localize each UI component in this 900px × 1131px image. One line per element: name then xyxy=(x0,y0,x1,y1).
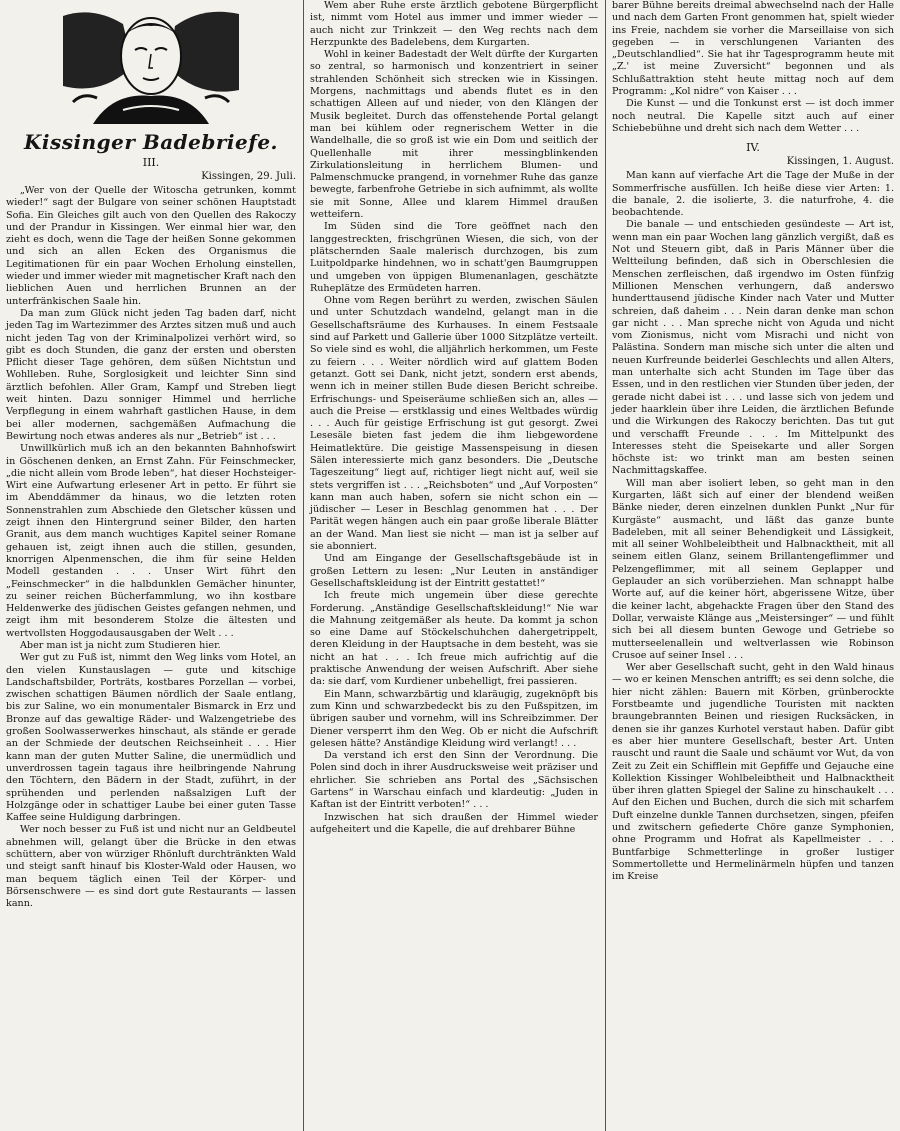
column-2 xyxy=(304,0,604,1131)
paragraph: Wer gut zu Fuß ist, nimmt den Weg links vom Hotel, an den vielen Kunstauslagen — gute und kitschige Landschaftsbilder, Porträts, kostbares Porzellan — vorbei, zwischen schattigen Bäumen nördlich der Saale entlang, bis zur Saline, wo ein monumentaler Bismarck in Erz und Bronze auf das gewaltige Räder- und Walzengetriebe des großen Soolwasserwerkes hinschaut, als stände er gerade an der Schmiede der deutschen Reichseinheit . . . Hier kann man der guten Mutter Saline, die unermüdlich und unverdrossen tagein tagaus ihre heilbringende Nahrung den Töchtern, den Bädern in der Stadt, zuführt, in der sprühenden und perlenden naßsalzigen Luft der Holzgänge oder in schattiger Laube bei einer guten Tasse Kaffee seine Huldigung darbringen. xyxy=(6,652,296,824)
paragraph: Ohne vom Regen berührt zu werden, zwischen Säulen und unter Schutzdach wandelnd, gelangt man in die Gesellschaftsräume des Kurhauses. In einem Festsaale sind auf Parkett und Gallerie über 1000 Sitzplätze verteilt. So viele sind es wohl, die alljährlich herkommen, um Feste zu feiern . . . Weiter nördlich wird auf glattem Boden getanzt. Gott sei Dank, nicht jetzt, sondern erst abends, wenn ich in meiner stillen Bude diesen Bericht schreibe. Erfrischungs- und Speiseräume schließen sich an, alles — auch die Preise — erstklassig und eines Weltbades würdig . . . Auch für geistige Erfrischung ist gut gesorgt. Zwei Lesesäle bieten fast jedem die ihm liebgewordene Heimatlektüre. Die geistige Massenspeisung in diesen Sälen interessierte mich ganz besonders. Die „Deutsche Tageszeitung“ liegt auf, richtiger liegt nicht auf, weil sie stets vergriffen ist . . . „Reichsboten“ und „Auf Vorposten“ kann man auch haben, sofern sie nicht schon ein — jüdischer — Leser in Beschlag genommen hat . . . Der Parität wegen hängen auch ein paar große liberale Blätter an der Wand. Man liest sie nicht — man ist ja selber auf sie abonniert. xyxy=(310,295,598,553)
paragraph: barer Bühne bereits dreimal abwechselnd nach der Halle und nach dem Garten Front genommen hat, spielt wieder ins Freie, nachdem sie vorher die Marseillaise von sich gegeben — in verschlungenen Varianten des „Deutschlandlied“. Sie hat ihr Tagesprogramm heute mit „Z.' ist meine Zuversicht“ begonnen und als Schlußattraktion steht heute mittag noch auf dem Programm: „Kol nidre“ von Kaiser . . . xyxy=(612,0,894,98)
paragraph: Die banale — und entschieden gesündeste — Art ist, wenn man ein paar Wochen lang gänzlich vergißt, daß es Not und Steuern gibt, daß in Paris Männer über die Weltteilung befinden, daß sich in Oberschlesien die Menschen zerfleischen, daß irgendwo im Osten fünfzig Millionen Menschen verhungern, daß anderswo hunderttausend jüdische Kinder nach Vater und Mutter schreien, daß daheim . . . Nein daran denke man schon gar nicht . . . Man spreche nicht von Aguda und nicht vom Zionismus, nicht vom Misrachi und nicht von Palästina. Sondern man mische sich unter die alten und neuen Kurfreunde beiderlei Geschlechts und allen Alters, man unterhalte sich acht Stunden im Tage über das Essen, und in den restlichen vier Stunden über jeden, der gerade nicht dabei ist . . . und lasse sich von jedem und jeder haarklein über ihre Leiden, die ärztlichen Befunde und die Wirkungen des Rakoczy berichten. Das tut gut und verschafft Freunde . . . Im Mittelpunkt des Interesses steht die Speisekarte und aller Sorgen höchste ist: wo trinkt man am besten seinen Nachmittagskaffee. xyxy=(612,219,894,477)
paragraph: Inzwischen hat sich draußen der Himmel wieder aufgeheitert und die Kapelle, die auf drehbarer Bühne xyxy=(310,811,598,835)
section-number: IV. xyxy=(746,141,760,155)
dateline: Kissingen, 29. Juli. xyxy=(201,171,296,182)
paragraph: Wohl in keiner Badestadt der Welt dürfte der Kurgarten so zentral, so harmonisch und konzentriert in seiner strahlenden Schönheit sich strecken wie in Kissingen. Morgens, nachmittags und abends flutet es in den schattigen Alleen auf und nieder, von den Klängen der Musik begleitet. Durch das offenstehende Portal gelangt man bei kühlem oder regnerischem Wetter in die Wandelhalle, die so groß ist wie ein Dom und seitlich der Quellenhalle mit ihrer messingblinkenden Zirkulationsleitung in herrlichem Blumen- und Palmenschmucke prangend, in vornehmer Ruhe das ganze bewegte, farbenfrohe Getriebe in sich aufnimmt, als wollte sie mit Sonne, Allee und klarem Himmel draußen wetteifern. xyxy=(310,49,598,221)
paragraph: Und am Eingange der Gesellschaftsgebäude ist in großen Lettern zu lesen: „Nur Leuten in anständiger Gesellschaftskleidung ist der Eintritt gestattet!“ xyxy=(310,553,598,589)
dateline: Kissingen, 1. August. xyxy=(786,156,894,168)
section-number: III. xyxy=(142,156,160,169)
article-title: Kissinger Badebriefe. xyxy=(23,130,279,154)
column-3 xyxy=(606,0,900,1131)
paragraph: Wer aber Gesellschaft sucht, geht in den Wald hinaus — wo er keinen Menschen antrifft; es sei denn solche, die hier nicht zählen: Bauern mit Körben, grünberockte Forstbeamte und jugendliche Touristen mit nackten braungebrannten Beinen und riesigen Rucksäcken, in denen sie ihr ganzes Kurhotel verstaut haben. Dafür gibt es aber hier muntere Gesellschaft, bester Art. Unten rauscht und raunt die Saale und schäumt vor Wut, da von Zeit zu Zeit ein Schifflein mit Gepfiffe und Gejauche eine Kollektion Kissinger Wohlbeleibtheit und Halbnacktheit über ihren glatten Spiegel der Saline zu hinschaukelt . . . Auf den Eichen und Buchen, durch die sich mit scharfem Duft einzelne dunkle Tannen durchsetzen, singen, pfeifen und zwitschern gefiederte Chöre ganze Symphonien, ohne Programm und Hofrat als Kapellmeister . . . Buntfarbige Schmetterlinge in großer lustiger Sommertollette und Hermelinärmeln hüpfen und tanzen im Kreise xyxy=(612,662,894,883)
paragraph: Die Kunst — und die Tonkunst erst — ist doch immer noch neutral. Die Kapelle sitzt auch auf einer Schiebebühne und dreht sich nach dem Wetter . . . xyxy=(612,98,894,134)
paragraph: Da man zum Glück nicht jeden Tag baden darf, nicht jeden Tag im Wartezimmer des Arztes sitzen muß und auch nicht jeden Tag von der Kriminalpolizei verhört wird, so gibt es doch Stunden, die ganz der ersten und obersten Pflicht dieser Tage gehören, dem süßen Nichtstun und Wohlleben. Ruhe, Sorglosigkeit und leichter Sinn sind ärztlich befohlen. Aller Gram, Kampf und Streben liegt weit hinten. Dazu sonniger Himmel und herrliche Verpflegung in einem wahrhaft gastlichen Hause, in dem bei aller modernen, sachgemäßen Aufmachung die Bewirtung noch etwas anderes als nur „Betrieb“ ist . . . xyxy=(6,307,296,442)
paragraph: Will man aber isoliert leben, so geht man in den Kurgarten, läßt sich auf einer der blendend weißen Bänke nieder, deren einzelnen dunklen Punkt „Nur für Kurgäste“ ausmacht, und läßt das ganze bunte Badeleben, mit all seiner Behendigkeit und Lässigkeit, mit all seiner Wohlbeleibtheit und Halbnacktheit, mit all seinem eitlen Glanz, seinem Brillantengeflimmer und Pelzengeflimmer, mit all seinem Geplapper und Geplauder an sich vorüberziehen. Man schnappt halbe Worte auf, auf die keiner hört, abgerissene Witze, über die keiner lacht, abgehackte Fragen über den Stand des Dollar, verwaiste Klänge aus „Meistersinger“ — und fühlt sich bei all diesem bunten Gewoge und Getriebe so mutterseelenallein und weltverlassen wie Robinson Crusoe auf seiner Insel . . . xyxy=(612,477,894,661)
paragraph: Aber man ist ja nicht zum Studieren hier. xyxy=(20,639,221,651)
column-1 xyxy=(0,0,302,1131)
paragraph: Man kann auf vierfache Art die Tage der Muße in der Sommerfrische ausfüllen. Ich heiße diese vier Arten: 1. die banale, 2. die isolierte, 3. die naturfrohe, 4. die beobachtende. xyxy=(612,170,894,219)
header-illustration-woman-portrait xyxy=(63,6,239,124)
paragraph: Im Süden sind die Tore geöffnet nach den langgestreckten, frischgrünen Wiesen, die sich, von der plätschernden Saale malerisch durchzogen, bis zum Luitpoldparke hindehnen, wo in schatt'gen Baumgruppen und umgeben von üppigen Blumenanlagen, geschätzte Ruheplätze des Ermüdeten harren. xyxy=(310,221,598,294)
paragraph: Ein Mann, schwarzbärtig und klaräugig, zugeknöpft bis zum Kinn und schwarzbedeckt bis zu den Fußspitzen, im übrigen sauber und vornehm, will ins Schreibzimmer. Der Diener versperrt ihm den Weg. Ob er nicht die Aufschrift gelesen hätte? Anständige Kleidung wird verlangt! . . . xyxy=(310,688,598,749)
paragraph: Ich freute mich ungemein über diese gerechte Forderung. „Anständige Gesellschaftskleidung!“ Nie war die Mahnung zeitgemäßer als heute. Da kommt ja schon so eine Dame auf Stöckelschuhchen dahergetrippelt, deren Kleidung in der Hauptsache in dem besteht, was sie nicht an hat . . . Ich freue mich aufrichtig auf die praktische Anwendung der weisen Aufschrift. Aber siehe da: sie darf, vom Kurdiener unbehelligt, frei passieren. xyxy=(310,590,598,688)
paragraph: Wem aber Ruhe erste ärztlich gebotene Bürgerpflicht ist, nimmt vom Hotel aus immer und immer wieder — auch nicht zur Trinkzeit — den Weg rechts nach dem Herzpunkte des Badelebens, dem Kurgarten. xyxy=(310,0,598,48)
paragraph: Da verstand ich erst den Sinn der Verordnung. Die Polen sind doch in ihrer Ausdrucksweise weit präziser und ehrlicher. Sie schrieben ans Portal des „Sächsischen Gartens“ in Warschau einfach und klardeutig: „Juden in Kaftan ist der Eintritt verboten!“ . . . xyxy=(310,750,598,811)
paragraph: „Wer von der Quelle der Witoscha getrunken, kommt wieder!“ sagt der Bulgare von seiner schönen Hauptstadt Sofia. Ein Gleiches gilt auch von den Quellen des Rakoczy und der Prandur in Kissingen. Wer einmal hier war, den zieht es doch, wenn die Tage der heißen Sonne gekommen und sich an allen Ecken des Organismus die Legitimationen für ein paar Wochen Erholung einstellen, wieder und immer wieder mit magnetischer Kraft nach den lieblichen Auen und herrlichen Brunnen an der unterfränkischen Saale hin. xyxy=(6,185,296,307)
paragraph: Unwillkürlich muß ich an den bekannten Bahnhofswirt in Göschenen denken, an Ernst Zahn. Für Feinschmecker, „die nicht allein vom Brode leben“, hat dieser Hochsteiger-Wirt eine Aufwartung erlesener Art in petto. Er führt sie im Abenddämmer da hinaus, wo die letzten roten Sonnenstrahlen zum Abschiede den Gletscher küssen und zeigt ihnen den Hintergrund seiner Bilder, den harten Granit, aus dem manch wuchtiges Kapitel seiner Romane gehauen ist, zeigt ihnen auch die stillen, gesunden, knorrigen Alpenmenschen, die ihm für seine Helden Modell gestanden . . . Unser Wirt führt den „Feinschmecker“ in die halbdunklen Gemächer hinunter, zu seiner reichen Bücherfammlung, wo ihn kostbare Heldenwerke des jüdischen Geistes gefangen nehmen, und zeigt ihm mit besonderem Stolze die ältesten und wertvollsten Hoggodausausgaben der Welt . . . xyxy=(6,443,296,639)
paragraph: Wer noch besser zu Fuß ist und nicht nur an Geldbeutel abnehmen will, gelangt über die Brücke in den etwas schüttern, aber von würziger Rhönluft durchtränkten Wald und steigt sanft hinauf bis Kloster-Wald oder Hausen, wo man bequem täglich einen Teil der Körper- und Börsenschwere — es sind dort gute Restaurants — lassen kann. xyxy=(6,824,296,910)
